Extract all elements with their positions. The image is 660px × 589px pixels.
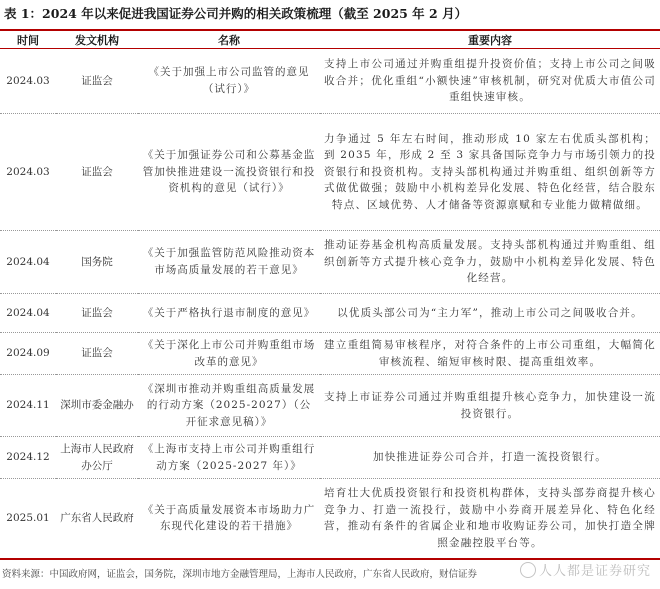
cell-date: 2024.12 — [0, 437, 56, 479]
header-content: 重要内容 — [320, 31, 660, 49]
cell-name: 《关于加强上市公司监管的意见（试行）》 — [138, 49, 320, 114]
cell-org: 上海市人民政府办公厅 — [56, 437, 138, 479]
table-row — [0, 437, 660, 479]
source-note: 资料来源：中国政府网，证监会，国务院，深圳市地方金融管理局，上海市人民政府，广东省人民政府，财信证券 — [2, 569, 478, 580]
cell-org: 证监会 — [56, 49, 138, 114]
table-row — [0, 49, 660, 114]
cell-name: 《关于深化上市公司并购重组市场改革的意见》 — [138, 333, 320, 375]
policy-table — [0, 31, 660, 560]
cell-name: 《关于高质量发展资本市场助力广东现代化建设的若干措施》 — [138, 479, 320, 559]
table-row — [0, 375, 660, 437]
cell-org: 证监会 — [56, 294, 138, 333]
header-org: 发文机构 — [56, 31, 138, 49]
cell-date: 2024.04 — [0, 231, 56, 294]
cell-date: 2024.04 — [0, 294, 56, 333]
cell-date: 2025.01 — [0, 479, 56, 559]
cell-content: 以优质头部公司为“主力军”，推动上市公司之间吸收合并。 — [320, 294, 660, 333]
cell-org: 国务院 — [56, 231, 138, 294]
watermark-logo-icon — [520, 562, 536, 578]
cell-org: 广东省人民政府 — [56, 479, 138, 559]
cell-name: 《深圳市推动并购重组高质量发展的行动方案（2025-2027）（公开征求意见稿）》 — [138, 375, 320, 437]
table-row — [0, 114, 660, 231]
table-title: 表 1：2024 年以来促进我国证券公司并购的相关政策梳理（截至 2025 年 2 月） — [4, 6, 468, 21]
cell-date: 2024.09 — [0, 333, 56, 375]
cell-content: 力争通过 5 年左右时间，推动形成 10 家左右优质头部机构；到 2035 年，形成 2 至 3 家具备国际竞争力与市场引领力的投资银行和投资机构。支持头部机构通过并购重组、组织创新等方式做优做强；鼓励中小机构差异化发展、特色化经营，结合股东特点、区域优势、人才储备等资源禀赋和专业能力做精做细。 — [320, 114, 660, 231]
table-row — [0, 333, 660, 375]
header-date: 时间 — [0, 31, 56, 49]
cell-date: 2024.03 — [0, 49, 56, 114]
cell-content: 培育壮大优质投资银行和投资机构群体，支持头部券商提升核心竞争力、打造一流投行，鼓励中小券商开展差异化、特色化经营，推动有条件的省属企业和地市收购证券公司，加快打造全牌照金融控股平台等。 — [320, 479, 660, 559]
cell-name: 《关于加强监管防范风险推动资本市场高质量发展的若干意见》 — [138, 231, 320, 294]
header-name: 名称 — [138, 31, 320, 49]
table-header-row — [0, 31, 660, 49]
cell-org: 证监会 — [56, 114, 138, 231]
cell-name: 《关于加强证券公司和公募基金监管加快推进建设一流投资银行和投资机构的意见（试行）》 — [138, 114, 320, 231]
cell-name: 《关于严格执行退市制度的意见》 — [138, 294, 320, 333]
table-row — [0, 231, 660, 294]
cell-name: 《上海市支持上市公司并购重组行动方案（2025-2027 年）》 — [138, 437, 320, 479]
cell-content: 支持上市证券公司通过并购重组提升核心竞争力，加快建设一流投资银行。 — [320, 375, 660, 437]
cell-org: 深圳市委金融办 — [56, 375, 138, 437]
cell-org: 证监会 — [56, 333, 138, 375]
cell-content: 建立重组简易审核程序，对符合条件的上市公司重组，大幅简化审核流程、缩短审核时限、提高重组效率。 — [320, 333, 660, 375]
table-row — [0, 294, 660, 333]
cell-content: 推动证券基金机构高质量发展。支持头部机构通过并购重组、组织创新等方式提升核心竞争力，鼓励中小机构差异化发展、特色化经营。 — [320, 231, 660, 294]
table-row — [0, 479, 660, 559]
cell-date: 2024.11 — [0, 375, 56, 437]
watermark-text: 人人都是证券研究 — [539, 564, 652, 579]
cell-content: 支持上市公司通过并购重组提升投资价值；支持上市公司之间吸收合并；优化重组“小额快速”审核机制，研究对优质大市值公司重组快速审核。 — [320, 49, 660, 114]
cell-content: 加快推进证券公司合并，打造一流投资银行。 — [320, 437, 660, 479]
cell-date: 2024.03 — [0, 114, 56, 231]
watermark — [520, 560, 651, 579]
